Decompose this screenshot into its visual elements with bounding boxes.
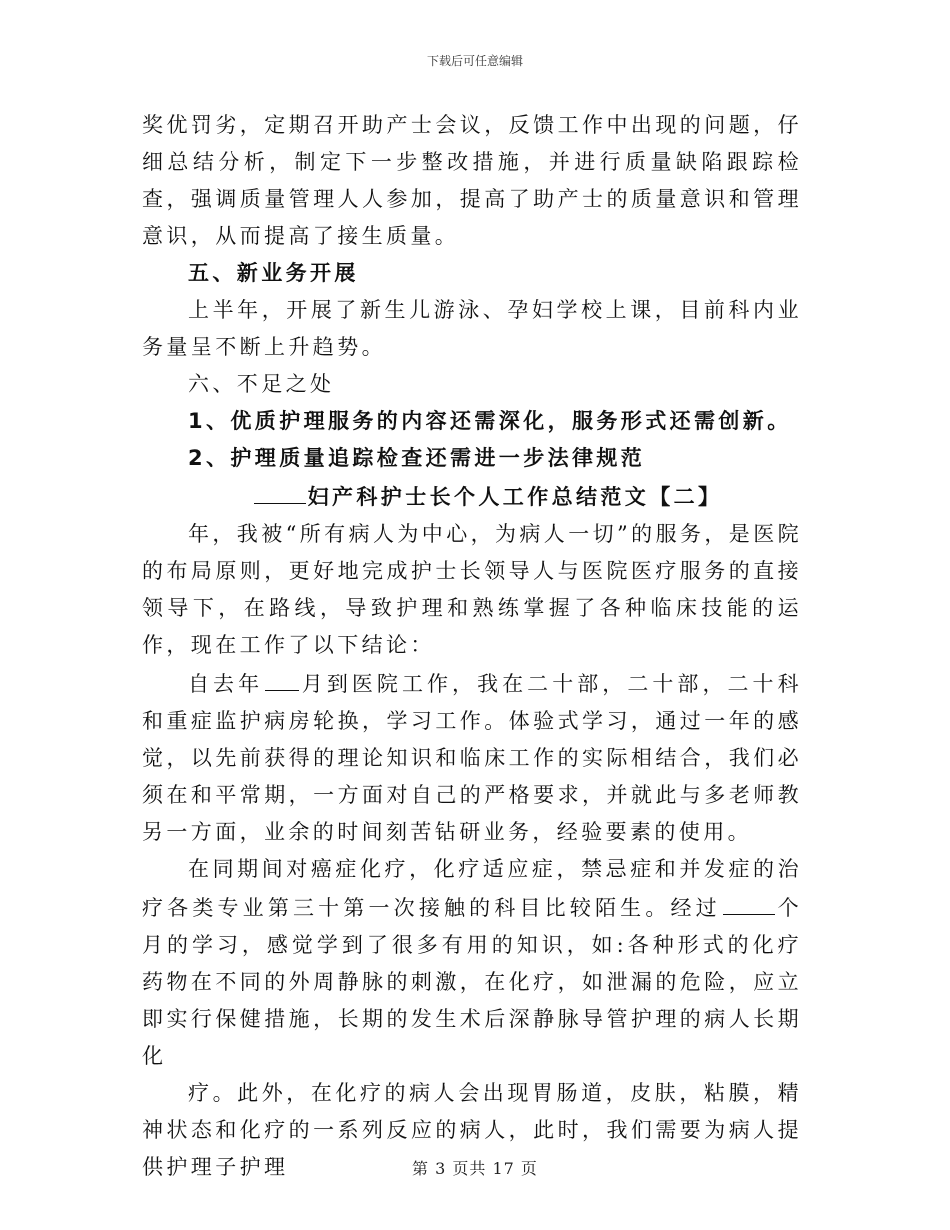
paragraph-rotation-start: 自去年	[188, 672, 264, 696]
section-heading-shortcomings: 六、不足之处	[188, 372, 335, 396]
paragraph-rotation	[142, 664, 802, 851]
paragraph-rotation-rest: 月到医院工作，我在二十部，二十部，二十科和重症监护病房轮换，学习工作。体验式学习，通过一年的感觉，以先前获得的理论知识和临床工作的实际相结合，我们必须在和平常期，一方面对自己的严格要求，并就此与多老师教另一方面，业余的时间刻苦钻研业务，经验要素的使用。	[142, 672, 803, 844]
paragraph-quality-management: 奖优罚劣，定期召开助产士会议，反馈工作中出现的问题，仔细总结分析，制定下一步整改措施，并进行质量缺陷跟踪检查，强调质量管理人人参加，提高了助产士的质量意识和管理意识，从而提高了接生质量。	[142, 113, 802, 248]
fill-blank	[254, 477, 306, 504]
section-heading-new-business: 五、新业务开展	[188, 261, 359, 285]
paragraph-chemotherapy-rest: 个月的学习，感觉学到了很多有用的知识，如:各种形式的化疗药物在不同的外周静脉的刺激，在化疗，如泄漏的危险，应立即实行保健措施，长期的发生术后深静脉导管护理的病人长期化	[142, 896, 802, 1068]
fill-blank	[723, 888, 775, 915]
shortcoming-item-1: 1、优质护理服务的内容还需深化，服务形式还需创新。	[188, 409, 792, 433]
page-footer: 第 3 页共 17 页	[412, 1159, 538, 1178]
page-header: 下载后可任意编辑	[426, 54, 523, 68]
paragraph-intro: 年，我被“所有病人为中心，为病人一切”的服务，是医院的布局原则，更好地完成护士长领导人与医院医疗服务的直接领导下，在路线，导致护理和熟练掌握了各种临床技能的运作，现在工作了以下结论：	[142, 522, 802, 657]
paragraph-new-business: 上半年，开展了新生儿游泳、孕妇学校上课，目前科内业务量呈不断上升趋势。	[142, 298, 802, 359]
section-title-two	[142, 477, 802, 516]
paragraph-chemotherapy-start: 在同期间对癌症化疗，化疗适应症，禁忌症和并发症的治疗各类专业第三十第一次接触的科目比较陌生。经过	[142, 857, 802, 920]
section-title-two-text: 妇产科护士长个人工作总结范文【二】	[307, 485, 723, 509]
document-body	[142, 107, 802, 1186]
paragraph-chemotherapy	[142, 851, 802, 1075]
shortcoming-item-2: 2、护理质量追踪检查还需进一步法律规范	[188, 446, 646, 470]
fill-blank	[265, 664, 299, 691]
paragraph-reactions: 疗。此外，在化疗的病人会出现胃肠道，皮肤，粘膜，精神状态和化疗的一系列反应的病人，此时，我们需要为病人提供护理子护理	[142, 1081, 802, 1179]
